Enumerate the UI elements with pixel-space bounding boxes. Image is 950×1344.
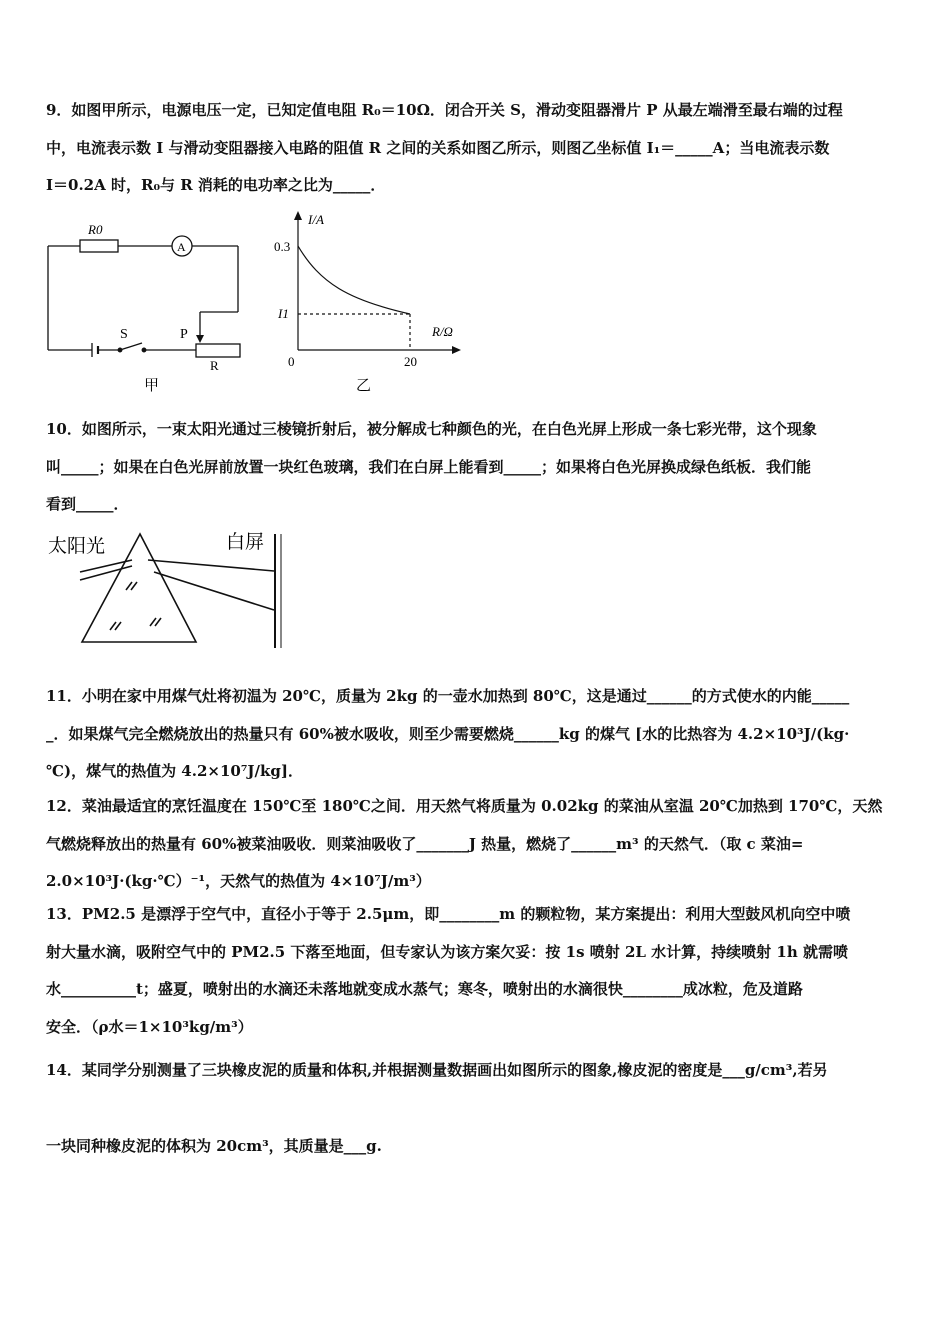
question-13 [46,896,908,1046]
label-slider-p: P [180,327,188,342]
q13-line-3: 水__________t；盛夏，喷射出的水滴还未落地就变成水蒸气；寒冬，喷射出的水滴很快________成冰粒，危及道路 [46,980,803,998]
q10-line-3: 看到_____． [46,495,129,513]
q13-line-1: 13．PM2.5 是漂浮于空气中，直径小于等于 2.5μm，即________m 的颗粒物，某方案提出：利用大型鼓风机向空中喷 [46,905,851,923]
q12-line-1: 12．菜油最适宜的烹饪温度在 150℃至 180℃之间．用天然气将质量为 0.02kg 的菜油从室温 20℃加热到 170℃，天然 [46,797,883,815]
y-axis-arrow-icon [294,211,302,220]
q11-line-3: ℃)，煤气的热值为 4.2×10⁷J/kg]． [46,762,303,780]
q14-line-1: 14．某同学分别测量了三块橡皮泥的质量和体积,并根据测量数据画出如图所示的图象,橡皮泥的密度是___g/cm³,若另 [46,1061,828,1079]
label-ammeter: A [177,240,186,254]
label-switch: S [120,327,128,342]
label-r0: R0 [88,222,103,237]
label-sunlight: 太阳光 [48,535,106,557]
question-14-continued [46,1128,908,1166]
tick-20: 20 [404,354,417,369]
x-axis-arrow-icon [452,346,461,354]
q12-line-2: 气燃烧释放出的热量有 60%被菜油吸收．则菜油吸收了_______J 热量，燃烧了______m³ 的天然气．（取 c 菜油= [46,834,804,853]
refracted-ray-bottom [154,572,274,610]
q9-line-1: 9．如图甲所示，电源电压一定，已知定值电阻 R₀＝10Ω．闭合开关 S，滑动变阻器滑片 P 从最左端滑至最右端的过程 [46,101,843,119]
tick-i1: I1 [278,306,289,321]
q9-line-3: I＝0.2A 时，R₀与 R 消耗的电功率之比为_____． [46,176,386,194]
slider-arrow-icon [196,335,204,343]
q10-line-2: 叫_____；如果在白色光屏前放置一块红色玻璃，我们在白屏上能看到_____；如果将白色光屏换成绿色纸板．我们能 [46,457,812,476]
prism-diagram [44,526,304,656]
question-14 [46,1052,908,1090]
caption-yi: 乙 [356,376,372,394]
tick-0-3: 0.3 [274,239,291,254]
y-axis-label: I/A [308,212,324,227]
q13-line-2: 射大量水滴，吸附空气中的 PM2.5 下落至地面，但专家认为该方案欠妥：按 1s 喷射 2L 水计算，持续喷射 1h 就需喷 [46,942,848,961]
question-10 [46,411,908,524]
q14-line-2: 一块同种橡皮泥的体积为 20cm³，其质量是___g. [46,1137,382,1155]
graph-yi [268,208,468,398]
switch-s [120,343,142,350]
caption-jia: 甲 [144,376,160,394]
question-9 [46,92,908,205]
q11-line-1: 11．小明在家中用煤气灶将初温为 20℃，质量为 2kg 的一壶水加热到 80℃，这是通过______的方式使水的内能_____ [46,687,850,705]
question-12 [46,788,908,901]
x-axis-label: R/Ω [432,324,453,339]
q10-line-1: 10．如图所示，一束太阳光通过三棱镜折射后，被分解成七种颜色的光，在白色光屏上形成一条七彩光带，这个现象 [46,420,817,438]
circuit-diagram-jia [40,212,250,400]
sunlight-ray-1 [80,560,132,572]
q11-line-2: _．如果煤气完全燃烧放出的热量只有 60%被水吸收，则至少需要燃烧______kg 的煤气 [水的比热容为 4.2×10³J/(kg· [46,724,850,743]
rheostat-r [196,344,240,357]
sunlight-ray-2 [80,566,132,580]
q12-line-3: 2.0×10³J·(kg·℃）⁻¹，天然气的热值为 4×10⁷J/m³） [46,872,431,890]
label-rheostat: R [210,358,219,373]
q9-line-2: 中，电流表示数 I 与滑动变阻器接入电路的阻值 R 之间的关系如图乙所示，则图乙坐标值 I₁＝_____A；当电流表示数 [46,138,830,157]
label-white-screen: 白屏 [226,531,265,553]
refracted-ray-top [148,560,274,571]
current-curve [298,246,410,314]
question-11 [46,678,908,791]
tick-origin: 0 [288,354,295,369]
resistor-r0 [80,240,118,252]
q13-line-4: 安全．（ρ水＝1×10³kg/m³） [46,1017,253,1036]
